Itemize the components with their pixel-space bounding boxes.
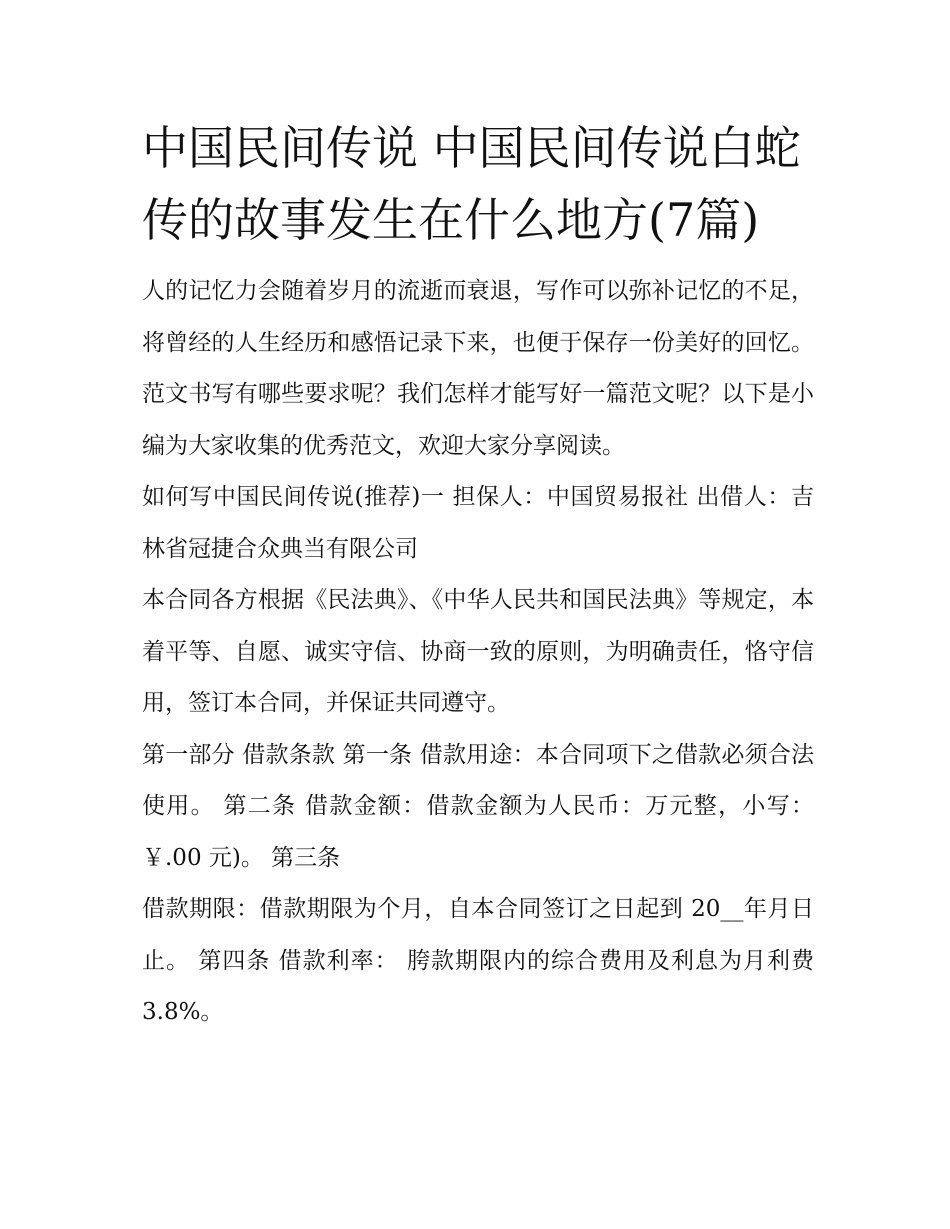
paragraph-loan-terms: 第一部分 借款条款 第一条 借款用途：本合同项下之借款必须合法使用。 第二条 借款金额：借款金额为人民币：万元整，小写：￥.00 元)。 第三条 <box>142 741 814 871</box>
document-page <box>142 112 814 1039</box>
paragraph-intro: 人的记忆力会随着岁月的流逝而衰退，写作可以弥补记忆的不足，将曾经的人生经历和感悟记录下来，也便于保存一份美好的回忆。范文书写有哪些要求呢？我们怎样才能写好一篇范文呢？以下是小编为大家收集的优秀范文，欢迎大家分享阅读。 <box>142 278 814 459</box>
paragraph-loan-period: 借款期限：借款期限为个月，自本合同签订之日起到 20__年月日止。 第四条 借款利率： 胯款期限内的综合费用及利息为月利费 3.8%。 <box>142 896 814 1025</box>
paragraph-parties: 如何写中国民间传说(推荐)一 担保人：中国贸易报社 出借人：吉林省冠捷合众典当有限公司 <box>142 484 814 562</box>
document-title: 中国民间传说 中国民间传说白蛇传的故事发生在什么地方(7篇) <box>142 121 801 247</box>
paragraph-principles: 本合同各方根据《民法典》、《中华人民共和国民法典》等规定，本着平等、自愿、诚实守信、协商一致的原则，为明确责任，恪守信用，签订本合同，并保证共同遵守。 <box>142 587 814 716</box>
